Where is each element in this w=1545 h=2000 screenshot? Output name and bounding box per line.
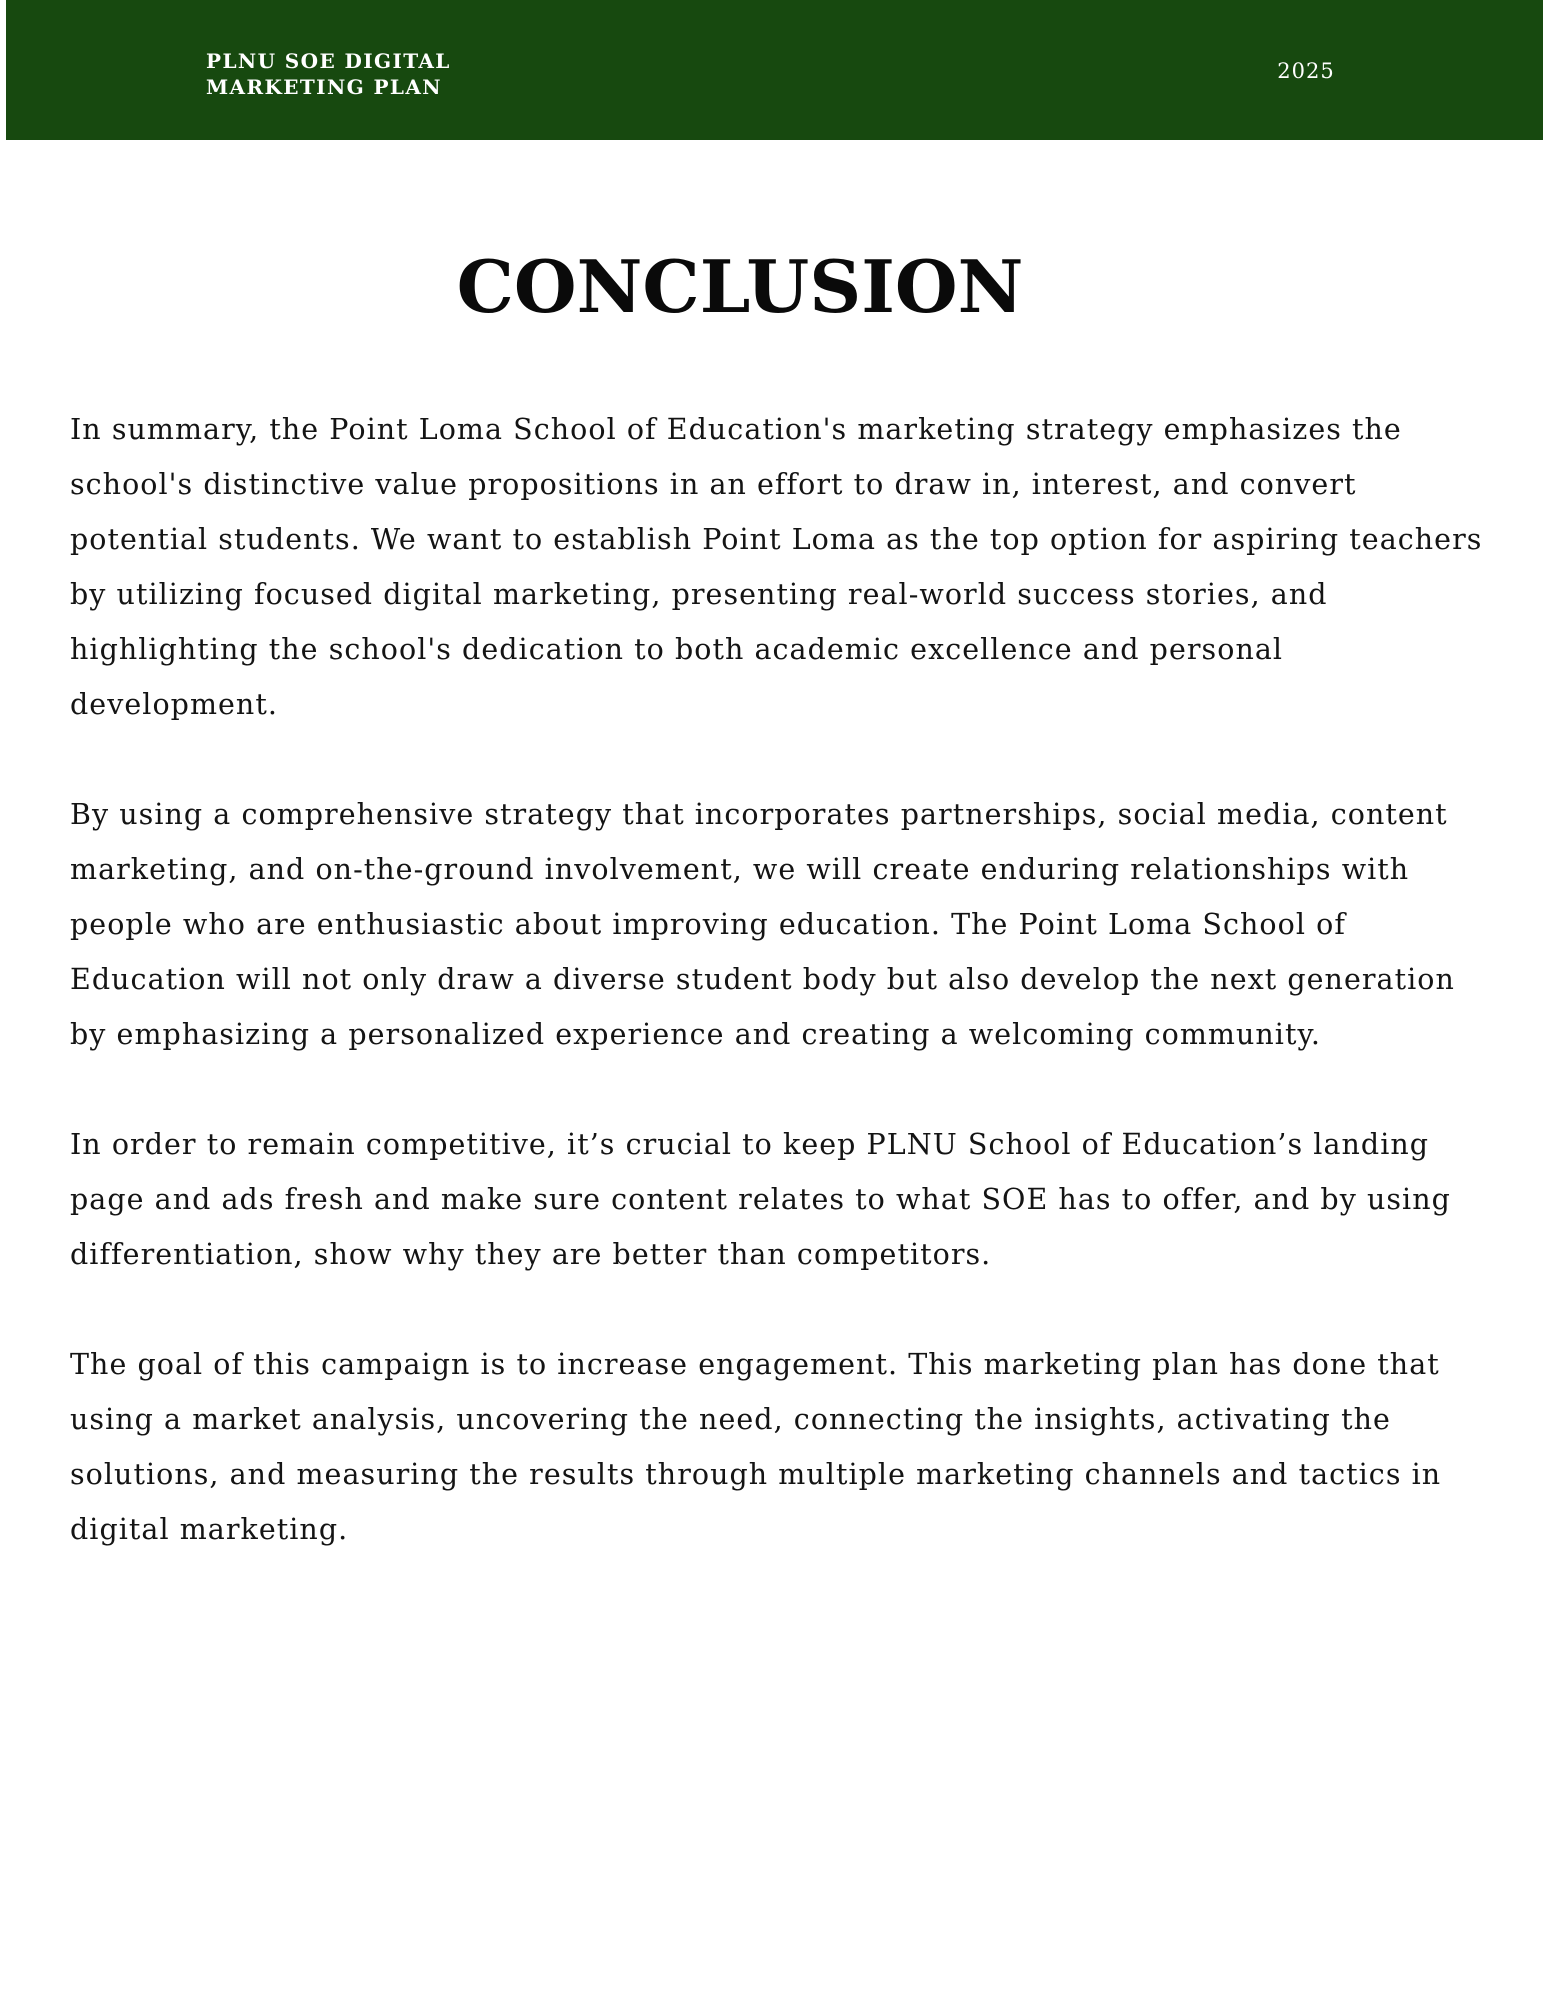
document-year: 2025 (1277, 59, 1335, 83)
paragraph-competitiveness: In order to remain competitive, it’s crucial to keep PLNU School of Education’s landing page and ads fresh and make sure content relates to what SOE has to offer, and by using differentiation, show why they are better than competitors. (70, 1128, 1451, 1271)
paragraph-strategy: By using a comprehensive strategy that incorporates partnerships, social media, content marketing, and on-the-ground involvement, we will create enduring relationships with people who are enthusiastic about improving education. The Point Loma School of Education will not only draw a diverse student body but also develop the next generation by emphasizing a personalized experience and creating a welcoming community. (70, 798, 1455, 1051)
body-text (70, 402, 1490, 1612)
paragraph-summary: In summary, the Point Loma School of Education's marketing strategy emphasizes the school's distinctive value propositions in an effort to draw in, interest, and convert potential students. We want to establish Point Loma as the top option for aspiring teachers by utilizing focused digital marketing, presenting real-world success stories, and highlighting the school's dedication to both academic excellence and personal development. (70, 413, 1483, 721)
header-bar (6, 0, 1543, 140)
paragraph-campaign-goal: The goal of this campaign is to increase engagement. This marketing plan has done that using a market analysis, uncovering the need, connecting the insights, activating the solutions, and measuring the results through multiple marketing channels and tactics in digital marketing. (70, 1348, 1442, 1546)
document-title: PLNU SOE DIGITAL MARKETING PLAN (206, 49, 451, 99)
page-title: CONCLUSION (456, 244, 1024, 329)
